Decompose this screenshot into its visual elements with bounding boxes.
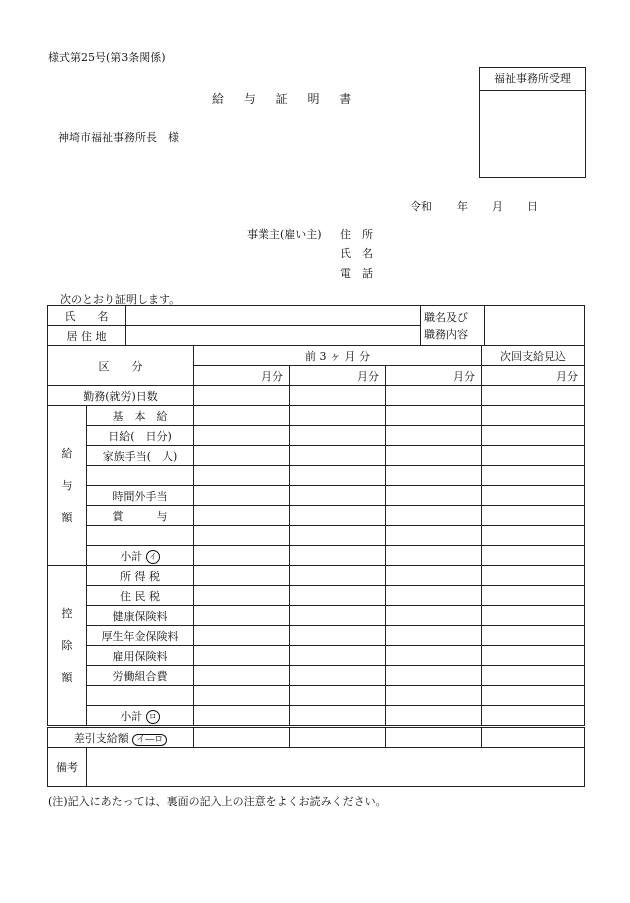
cell[interactable]: [194, 426, 290, 446]
cell[interactable]: [482, 626, 585, 646]
cell[interactable]: [290, 566, 386, 586]
addressee: 神埼市福祉事務所長 様: [58, 131, 179, 144]
deduction-group-char: 除: [61, 638, 73, 652]
cell[interactable]: [194, 606, 290, 626]
cell[interactable]: [386, 626, 482, 646]
cell[interactable]: [386, 526, 482, 546]
cell[interactable]: [290, 727, 386, 748]
month-header-2: 月分: [290, 366, 386, 386]
cell[interactable]: [386, 506, 482, 526]
deduction-group-char: 額: [61, 670, 73, 684]
cell[interactable]: [194, 706, 290, 727]
cell[interactable]: [194, 486, 290, 506]
cell[interactable]: [290, 466, 386, 486]
cell[interactable]: [482, 546, 585, 566]
cell[interactable]: [482, 586, 585, 606]
cell[interactable]: [482, 386, 585, 406]
cell[interactable]: [290, 526, 386, 546]
cell[interactable]: [194, 386, 290, 406]
circled-i: イ: [146, 550, 160, 564]
cell[interactable]: [482, 566, 585, 586]
employer-phone-label: 電 話: [340, 267, 373, 280]
cell[interactable]: [482, 406, 585, 426]
deduction-row-label: 住 民 税: [87, 586, 194, 606]
cell[interactable]: [386, 426, 482, 446]
name-field[interactable]: [126, 306, 421, 326]
date-era: 令和: [410, 200, 432, 213]
cell[interactable]: [482, 526, 585, 546]
work-days-label: 勤務(就労)日数: [48, 386, 194, 406]
cell[interactable]: [482, 466, 585, 486]
salary-row-label: 家族手当( 人): [87, 446, 194, 466]
salary-row-label: 日給( 日分): [87, 426, 194, 446]
month-header-3: 月分: [386, 366, 482, 386]
net-pay-label: 差引支給額 イ―ロ: [48, 727, 194, 748]
cell[interactable]: [482, 686, 585, 706]
info-table: [47, 305, 585, 346]
cell[interactable]: [290, 706, 386, 727]
salary-row-label: 基 本 給: [87, 406, 194, 426]
position-label: 職名及び 職務内容: [421, 306, 485, 346]
deduction-row-label: 雇用保険料: [87, 646, 194, 666]
cell[interactable]: [386, 386, 482, 406]
deduction-group-label: [48, 566, 87, 727]
form-number: 様式第25号(第3条関係): [48, 51, 166, 64]
cell[interactable]: [482, 506, 585, 526]
deduction-row-label: 所 得 税: [87, 566, 194, 586]
cell[interactable]: [194, 586, 290, 606]
cell[interactable]: [386, 706, 482, 727]
category-header: 区 分: [48, 346, 194, 386]
cell[interactable]: [290, 486, 386, 506]
salary-group-char: 給: [61, 446, 73, 460]
cell[interactable]: [482, 606, 585, 626]
date-month: 月: [492, 200, 503, 213]
cell[interactable]: [194, 566, 290, 586]
cell[interactable]: [482, 727, 585, 748]
subtotal-b-label: 小計 ロ: [87, 706, 194, 727]
salary-row-label: 賞 与: [87, 506, 194, 526]
month-header-1: 月分: [194, 366, 290, 386]
salary-group-char: 額: [61, 510, 73, 524]
residence-field[interactable]: [126, 326, 421, 346]
name-label: 氏 名: [48, 306, 126, 326]
cell[interactable]: [290, 666, 386, 686]
cell[interactable]: [386, 586, 482, 606]
cell[interactable]: [386, 666, 482, 686]
deduction-row-label: 厚生年金保険料: [87, 626, 194, 646]
deduction-row-label[interactable]: [87, 686, 194, 706]
date-day: 日: [527, 200, 538, 213]
cell[interactable]: [194, 506, 290, 526]
remarks-field[interactable]: [87, 748, 585, 787]
cell[interactable]: [290, 426, 386, 446]
salary-table: [47, 345, 585, 787]
cell[interactable]: [386, 646, 482, 666]
cell[interactable]: [290, 586, 386, 606]
cell[interactable]: [482, 486, 585, 506]
cell[interactable]: [290, 606, 386, 626]
cell[interactable]: [290, 626, 386, 646]
cell[interactable]: [194, 646, 290, 666]
cell[interactable]: [386, 686, 482, 706]
cell[interactable]: [290, 506, 386, 526]
note-text: (注)記入にあたっては、裏面の記入上の注意をよくお読みください。: [48, 795, 387, 808]
net-pay-mark: イ―ロ: [132, 734, 167, 746]
subtotal-a-label: 小計 イ: [87, 546, 194, 566]
cell[interactable]: [194, 727, 290, 748]
cell[interactable]: [386, 546, 482, 566]
intro-text: 次のとおり証明します。: [60, 293, 181, 306]
cell[interactable]: [194, 546, 290, 566]
cell[interactable]: [194, 666, 290, 686]
residence-label: 居 住 地: [48, 326, 126, 346]
date-year: 年: [457, 200, 468, 213]
salary-group-label: [48, 406, 87, 566]
cell[interactable]: [290, 686, 386, 706]
circled-ro: ロ: [146, 710, 160, 724]
cell[interactable]: [482, 426, 585, 446]
cell[interactable]: [482, 706, 585, 727]
employer-address-label: 住 所: [340, 228, 373, 241]
next-payment-header: 次回支給見込: [482, 346, 585, 366]
cell[interactable]: [482, 666, 585, 686]
cell[interactable]: [290, 646, 386, 666]
cell[interactable]: [386, 727, 482, 748]
salary-row-label[interactable]: [87, 526, 194, 546]
cell[interactable]: [386, 606, 482, 626]
cell[interactable]: [290, 546, 386, 566]
cell[interactable]: [290, 386, 386, 406]
cell[interactable]: [194, 466, 290, 486]
cell[interactable]: [194, 526, 290, 546]
deduction-row-label: 労働組合費: [87, 666, 194, 686]
salary-row-label: 時間外手当: [87, 486, 194, 506]
salary-group-char: 与: [61, 478, 73, 492]
reception-stamp-label: 福祉事務所受理: [480, 68, 585, 91]
salary-row-label[interactable]: [87, 466, 194, 486]
cell[interactable]: [482, 646, 585, 666]
cell[interactable]: [482, 446, 585, 466]
cell[interactable]: [194, 686, 290, 706]
cell[interactable]: [194, 626, 290, 646]
cell[interactable]: [386, 406, 482, 426]
month-header-next: 月分: [482, 366, 585, 386]
cell[interactable]: [386, 486, 482, 506]
cell[interactable]: [290, 406, 386, 426]
cell[interactable]: [194, 406, 290, 426]
cell[interactable]: [386, 446, 482, 466]
cell[interactable]: [194, 446, 290, 466]
deduction-row-label: 健康保険料: [87, 606, 194, 626]
position-field[interactable]: [485, 306, 585, 346]
employer-name-label: 氏 名: [340, 247, 373, 260]
cell[interactable]: [290, 446, 386, 466]
prev-3-months-header: 前 3 ヶ 月 分: [194, 346, 482, 366]
reception-stamp-box: [479, 67, 586, 178]
employer-label: 事業主(雇い主): [247, 228, 322, 241]
form-title: 給 与 証 明 書: [212, 92, 360, 106]
remarks-label: 備考: [48, 748, 87, 787]
deduction-group-char: 控: [61, 606, 73, 620]
cell[interactable]: [386, 466, 482, 486]
cell[interactable]: [386, 566, 482, 586]
